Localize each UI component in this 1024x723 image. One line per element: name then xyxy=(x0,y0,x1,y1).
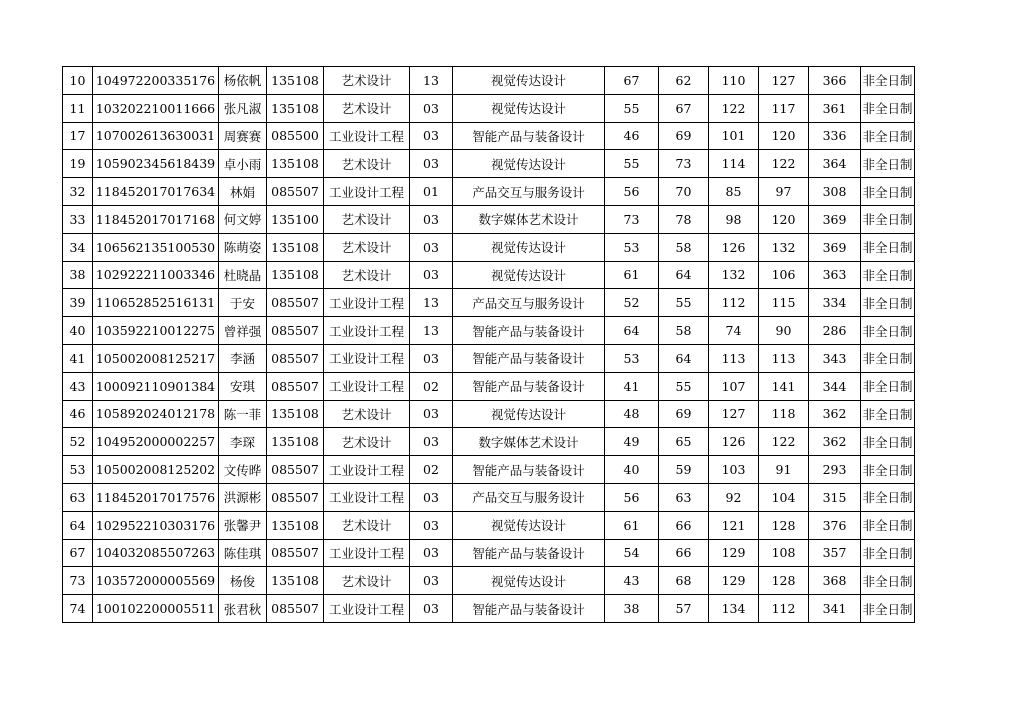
total-score-cell: 343 xyxy=(809,344,861,372)
direction-code-cell: 03 xyxy=(410,94,453,122)
seq-cell: 19 xyxy=(63,150,93,178)
english-score-cell: 57 xyxy=(659,595,709,623)
subject1-score-cell: 132 xyxy=(709,261,759,289)
politics-score-cell: 55 xyxy=(605,94,659,122)
study-mode-cell: 非全日制 xyxy=(861,511,915,539)
table-row xyxy=(63,483,915,511)
seq-cell: 64 xyxy=(63,511,93,539)
subject2-score-cell: 118 xyxy=(759,400,809,428)
name-cell: 杜晓晶 xyxy=(219,261,267,289)
seq-cell: 73 xyxy=(63,567,93,595)
english-score-cell: 55 xyxy=(659,372,709,400)
seq-cell: 10 xyxy=(63,67,93,95)
direction-name-cell: 产品交互与服务设计 xyxy=(453,289,605,317)
seq-cell: 38 xyxy=(63,261,93,289)
table-body xyxy=(63,67,915,623)
major-name-cell: 工业设计工程 xyxy=(324,289,410,317)
table-row xyxy=(63,539,915,567)
major-code-cell: 135108 xyxy=(267,400,324,428)
major-code-cell: 135108 xyxy=(267,261,324,289)
subject1-score-cell: 85 xyxy=(709,178,759,206)
subject2-score-cell: 117 xyxy=(759,94,809,122)
politics-score-cell: 53 xyxy=(605,344,659,372)
exam-id-cell: 103202210011666 xyxy=(93,94,219,122)
major-name-cell: 工业设计工程 xyxy=(324,122,410,150)
direction-code-cell: 03 xyxy=(410,205,453,233)
total-score-cell: 364 xyxy=(809,150,861,178)
english-score-cell: 66 xyxy=(659,511,709,539)
english-score-cell: 66 xyxy=(659,539,709,567)
seq-cell: 39 xyxy=(63,289,93,317)
english-score-cell: 64 xyxy=(659,261,709,289)
major-code-cell: 135108 xyxy=(267,150,324,178)
major-name-cell: 艺术设计 xyxy=(324,233,410,261)
politics-score-cell: 73 xyxy=(605,205,659,233)
table-row xyxy=(63,595,915,623)
subject2-score-cell: 113 xyxy=(759,344,809,372)
name-cell: 何文婷 xyxy=(219,205,267,233)
major-name-cell: 工业设计工程 xyxy=(324,483,410,511)
direction-code-cell: 13 xyxy=(410,289,453,317)
direction-code-cell: 03 xyxy=(410,400,453,428)
seq-cell: 41 xyxy=(63,344,93,372)
study-mode-cell: 非全日制 xyxy=(861,205,915,233)
english-score-cell: 62 xyxy=(659,67,709,95)
direction-name-cell: 产品交互与服务设计 xyxy=(453,178,605,206)
subject1-score-cell: 101 xyxy=(709,122,759,150)
major-code-cell: 085507 xyxy=(267,539,324,567)
seq-cell: 63 xyxy=(63,483,93,511)
study-mode-cell: 非全日制 xyxy=(861,428,915,456)
table-row xyxy=(63,400,915,428)
subject2-score-cell: 112 xyxy=(759,595,809,623)
major-name-cell: 工业设计工程 xyxy=(324,595,410,623)
english-score-cell: 78 xyxy=(659,205,709,233)
direction-code-cell: 03 xyxy=(410,261,453,289)
table-row xyxy=(63,94,915,122)
subject1-score-cell: 129 xyxy=(709,539,759,567)
study-mode-cell: 非全日制 xyxy=(861,400,915,428)
direction-code-cell: 13 xyxy=(410,67,453,95)
total-score-cell: 366 xyxy=(809,67,861,95)
direction-code-cell: 03 xyxy=(410,539,453,567)
direction-name-cell: 智能产品与装备设计 xyxy=(453,317,605,345)
major-code-cell: 085507 xyxy=(267,178,324,206)
politics-score-cell: 53 xyxy=(605,233,659,261)
exam-id-cell: 110652852516131 xyxy=(93,289,219,317)
study-mode-cell: 非全日制 xyxy=(861,344,915,372)
subject1-score-cell: 112 xyxy=(709,289,759,317)
name-cell: 杨俊 xyxy=(219,567,267,595)
total-score-cell: 336 xyxy=(809,122,861,150)
name-cell: 李琛 xyxy=(219,428,267,456)
total-score-cell: 368 xyxy=(809,567,861,595)
study-mode-cell: 非全日制 xyxy=(861,539,915,567)
exam-id-cell: 105902345618439 xyxy=(93,150,219,178)
politics-score-cell: 49 xyxy=(605,428,659,456)
politics-score-cell: 61 xyxy=(605,261,659,289)
total-score-cell: 293 xyxy=(809,456,861,484)
subject1-score-cell: 134 xyxy=(709,595,759,623)
direction-name-cell: 智能产品与装备设计 xyxy=(453,456,605,484)
subject2-score-cell: 128 xyxy=(759,567,809,595)
total-score-cell: 334 xyxy=(809,289,861,317)
subject1-score-cell: 110 xyxy=(709,67,759,95)
total-score-cell: 363 xyxy=(809,261,861,289)
subject2-score-cell: 122 xyxy=(759,428,809,456)
major-code-cell: 135108 xyxy=(267,428,324,456)
politics-score-cell: 43 xyxy=(605,567,659,595)
direction-code-cell: 03 xyxy=(410,595,453,623)
subject1-score-cell: 113 xyxy=(709,344,759,372)
direction-code-cell: 03 xyxy=(410,567,453,595)
table-row xyxy=(63,567,915,595)
major-code-cell: 135108 xyxy=(267,233,324,261)
total-score-cell: 362 xyxy=(809,400,861,428)
direction-name-cell: 视觉传达设计 xyxy=(453,567,605,595)
subject1-score-cell: 129 xyxy=(709,567,759,595)
subject1-score-cell: 122 xyxy=(709,94,759,122)
study-mode-cell: 非全日制 xyxy=(861,289,915,317)
table-row xyxy=(63,150,915,178)
direction-name-cell: 视觉传达设计 xyxy=(453,94,605,122)
total-score-cell: 361 xyxy=(809,94,861,122)
exam-id-cell: 104952000002257 xyxy=(93,428,219,456)
english-score-cell: 55 xyxy=(659,289,709,317)
exam-id-cell: 102952210303176 xyxy=(93,511,219,539)
major-code-cell: 135108 xyxy=(267,67,324,95)
politics-score-cell: 61 xyxy=(605,511,659,539)
subject2-score-cell: 132 xyxy=(759,233,809,261)
major-code-cell: 085507 xyxy=(267,317,324,345)
direction-code-cell: 13 xyxy=(410,317,453,345)
direction-name-cell: 视觉传达设计 xyxy=(453,261,605,289)
english-score-cell: 69 xyxy=(659,400,709,428)
direction-name-cell: 产品交互与服务设计 xyxy=(453,483,605,511)
name-cell: 洪源彬 xyxy=(219,483,267,511)
english-score-cell: 65 xyxy=(659,428,709,456)
major-name-cell: 工业设计工程 xyxy=(324,344,410,372)
study-mode-cell: 非全日制 xyxy=(861,178,915,206)
total-score-cell: 286 xyxy=(809,317,861,345)
english-score-cell: 58 xyxy=(659,317,709,345)
direction-code-cell: 03 xyxy=(410,344,453,372)
name-cell: 周赛赛 xyxy=(219,122,267,150)
politics-score-cell: 55 xyxy=(605,150,659,178)
name-cell: 张君秋 xyxy=(219,595,267,623)
exam-id-cell: 118452017017634 xyxy=(93,178,219,206)
study-mode-cell: 非全日制 xyxy=(861,233,915,261)
exam-id-cell: 100102200005511 xyxy=(93,595,219,623)
name-cell: 卓小雨 xyxy=(219,150,267,178)
exam-id-cell: 103572000005569 xyxy=(93,567,219,595)
total-score-cell: 315 xyxy=(809,483,861,511)
table-row xyxy=(63,67,915,95)
subject1-score-cell: 74 xyxy=(709,317,759,345)
subject1-score-cell: 107 xyxy=(709,372,759,400)
direction-code-cell: 03 xyxy=(410,233,453,261)
seq-cell: 34 xyxy=(63,233,93,261)
subject2-score-cell: 141 xyxy=(759,372,809,400)
major-name-cell: 艺术设计 xyxy=(324,67,410,95)
study-mode-cell: 非全日制 xyxy=(861,595,915,623)
exam-id-cell: 106562135100530 xyxy=(93,233,219,261)
major-name-cell: 艺术设计 xyxy=(324,511,410,539)
politics-score-cell: 56 xyxy=(605,178,659,206)
subject2-score-cell: 108 xyxy=(759,539,809,567)
major-name-cell: 工业设计工程 xyxy=(324,372,410,400)
direction-code-cell: 01 xyxy=(410,178,453,206)
name-cell: 杨依帆 xyxy=(219,67,267,95)
direction-code-cell: 03 xyxy=(410,150,453,178)
subject2-score-cell: 122 xyxy=(759,150,809,178)
direction-name-cell: 智能产品与装备设计 xyxy=(453,122,605,150)
seq-cell: 67 xyxy=(63,539,93,567)
exam-id-cell: 103592210012275 xyxy=(93,317,219,345)
exam-id-cell: 118452017017168 xyxy=(93,205,219,233)
name-cell: 张凡淑 xyxy=(219,94,267,122)
subject2-score-cell: 115 xyxy=(759,289,809,317)
subject2-score-cell: 97 xyxy=(759,178,809,206)
direction-name-cell: 数字媒体艺术设计 xyxy=(453,428,605,456)
subject2-score-cell: 104 xyxy=(759,483,809,511)
major-name-cell: 艺术设计 xyxy=(324,261,410,289)
total-score-cell: 362 xyxy=(809,428,861,456)
direction-name-cell: 数字媒体艺术设计 xyxy=(453,205,605,233)
exam-id-cell: 105002008125202 xyxy=(93,456,219,484)
english-score-cell: 73 xyxy=(659,150,709,178)
politics-score-cell: 46 xyxy=(605,122,659,150)
english-score-cell: 63 xyxy=(659,483,709,511)
total-score-cell: 369 xyxy=(809,205,861,233)
direction-code-cell: 03 xyxy=(410,428,453,456)
exam-id-cell: 104972200335176 xyxy=(93,67,219,95)
seq-cell: 11 xyxy=(63,94,93,122)
exam-id-cell: 104032085507263 xyxy=(93,539,219,567)
major-code-cell: 135108 xyxy=(267,511,324,539)
seq-cell: 53 xyxy=(63,456,93,484)
subject2-score-cell: 120 xyxy=(759,205,809,233)
name-cell: 陈一菲 xyxy=(219,400,267,428)
table-row xyxy=(63,233,915,261)
seq-cell: 52 xyxy=(63,428,93,456)
table-row xyxy=(63,428,915,456)
table-row xyxy=(63,344,915,372)
total-score-cell: 341 xyxy=(809,595,861,623)
name-cell: 于安 xyxy=(219,289,267,317)
direction-name-cell: 视觉传达设计 xyxy=(453,150,605,178)
politics-score-cell: 67 xyxy=(605,67,659,95)
table-row xyxy=(63,456,915,484)
subject2-score-cell: 91 xyxy=(759,456,809,484)
seq-cell: 40 xyxy=(63,317,93,345)
direction-name-cell: 视觉传达设计 xyxy=(453,511,605,539)
subject2-score-cell: 106 xyxy=(759,261,809,289)
name-cell: 陈佳琪 xyxy=(219,539,267,567)
study-mode-cell: 非全日制 xyxy=(861,150,915,178)
name-cell: 文传晔 xyxy=(219,456,267,484)
direction-name-cell: 视觉传达设计 xyxy=(453,67,605,95)
major-code-cell: 085507 xyxy=(267,595,324,623)
major-code-cell: 085507 xyxy=(267,372,324,400)
study-mode-cell: 非全日制 xyxy=(861,372,915,400)
subject2-score-cell: 128 xyxy=(759,511,809,539)
table-row xyxy=(63,289,915,317)
politics-score-cell: 38 xyxy=(605,595,659,623)
name-cell: 曾祥强 xyxy=(219,317,267,345)
exam-id-cell: 100092110901384 xyxy=(93,372,219,400)
table-row xyxy=(63,205,915,233)
major-code-cell: 085507 xyxy=(267,483,324,511)
politics-score-cell: 64 xyxy=(605,317,659,345)
subject1-score-cell: 98 xyxy=(709,205,759,233)
subject1-score-cell: 126 xyxy=(709,428,759,456)
english-score-cell: 58 xyxy=(659,233,709,261)
subject2-score-cell: 127 xyxy=(759,67,809,95)
table-row xyxy=(63,372,915,400)
major-name-cell: 艺术设计 xyxy=(324,94,410,122)
subject1-score-cell: 121 xyxy=(709,511,759,539)
direction-name-cell: 视觉传达设计 xyxy=(453,400,605,428)
english-score-cell: 64 xyxy=(659,344,709,372)
major-name-cell: 艺术设计 xyxy=(324,205,410,233)
subject2-score-cell: 120 xyxy=(759,122,809,150)
table-row xyxy=(63,317,915,345)
study-mode-cell: 非全日制 xyxy=(861,456,915,484)
english-score-cell: 59 xyxy=(659,456,709,484)
admission-table xyxy=(62,66,915,623)
politics-score-cell: 40 xyxy=(605,456,659,484)
major-name-cell: 艺术设计 xyxy=(324,567,410,595)
subject1-score-cell: 126 xyxy=(709,233,759,261)
name-cell: 安琪 xyxy=(219,372,267,400)
exam-id-cell: 102922211003346 xyxy=(93,261,219,289)
total-score-cell: 369 xyxy=(809,233,861,261)
major-name-cell: 艺术设计 xyxy=(324,428,410,456)
english-score-cell: 68 xyxy=(659,567,709,595)
direction-code-cell: 02 xyxy=(410,372,453,400)
major-code-cell: 135108 xyxy=(267,567,324,595)
politics-score-cell: 54 xyxy=(605,539,659,567)
major-code-cell: 135108 xyxy=(267,94,324,122)
major-name-cell: 艺术设计 xyxy=(324,150,410,178)
politics-score-cell: 41 xyxy=(605,372,659,400)
direction-name-cell: 智能产品与装备设计 xyxy=(453,539,605,567)
table-row xyxy=(63,178,915,206)
subject1-score-cell: 103 xyxy=(709,456,759,484)
total-score-cell: 376 xyxy=(809,511,861,539)
direction-code-cell: 03 xyxy=(410,122,453,150)
major-name-cell: 工业设计工程 xyxy=(324,178,410,206)
major-name-cell: 工业设计工程 xyxy=(324,539,410,567)
seq-cell: 32 xyxy=(63,178,93,206)
exam-id-cell: 118452017017576 xyxy=(93,483,219,511)
major-name-cell: 工业设计工程 xyxy=(324,456,410,484)
politics-score-cell: 48 xyxy=(605,400,659,428)
table-row xyxy=(63,122,915,150)
study-mode-cell: 非全日制 xyxy=(861,317,915,345)
seq-cell: 46 xyxy=(63,400,93,428)
major-code-cell: 085500 xyxy=(267,122,324,150)
seq-cell: 33 xyxy=(63,205,93,233)
direction-name-cell: 智能产品与装备设计 xyxy=(453,595,605,623)
direction-code-cell: 03 xyxy=(410,483,453,511)
major-code-cell: 135100 xyxy=(267,205,324,233)
major-name-cell: 工业设计工程 xyxy=(324,317,410,345)
subject1-score-cell: 92 xyxy=(709,483,759,511)
major-name-cell: 艺术设计 xyxy=(324,400,410,428)
seq-cell: 43 xyxy=(63,372,93,400)
total-score-cell: 344 xyxy=(809,372,861,400)
name-cell: 李涵 xyxy=(219,344,267,372)
english-score-cell: 67 xyxy=(659,94,709,122)
seq-cell: 17 xyxy=(63,122,93,150)
name-cell: 林娟 xyxy=(219,178,267,206)
total-score-cell: 357 xyxy=(809,539,861,567)
direction-name-cell: 智能产品与装备设计 xyxy=(453,344,605,372)
direction-code-cell: 03 xyxy=(410,511,453,539)
table-row xyxy=(63,261,915,289)
name-cell: 张馨尹 xyxy=(219,511,267,539)
subject1-score-cell: 114 xyxy=(709,150,759,178)
english-score-cell: 70 xyxy=(659,178,709,206)
english-score-cell: 69 xyxy=(659,122,709,150)
study-mode-cell: 非全日制 xyxy=(861,261,915,289)
study-mode-cell: 非全日制 xyxy=(861,122,915,150)
total-score-cell: 308 xyxy=(809,178,861,206)
study-mode-cell: 非全日制 xyxy=(861,483,915,511)
politics-score-cell: 52 xyxy=(605,289,659,317)
study-mode-cell: 非全日制 xyxy=(861,567,915,595)
direction-name-cell: 智能产品与装备设计 xyxy=(453,372,605,400)
direction-code-cell: 02 xyxy=(410,456,453,484)
major-code-cell: 085507 xyxy=(267,344,324,372)
exam-id-cell: 107002613630031 xyxy=(93,122,219,150)
exam-id-cell: 105892024012178 xyxy=(93,400,219,428)
study-mode-cell: 非全日制 xyxy=(861,94,915,122)
major-code-cell: 085507 xyxy=(267,456,324,484)
exam-id-cell: 105002008125217 xyxy=(93,344,219,372)
subject2-score-cell: 90 xyxy=(759,317,809,345)
subject1-score-cell: 127 xyxy=(709,400,759,428)
name-cell: 陈萌姿 xyxy=(219,233,267,261)
study-mode-cell: 非全日制 xyxy=(861,67,915,95)
major-code-cell: 085507 xyxy=(267,289,324,317)
seq-cell: 74 xyxy=(63,595,93,623)
politics-score-cell: 56 xyxy=(605,483,659,511)
table-row xyxy=(63,511,915,539)
direction-name-cell: 视觉传达设计 xyxy=(453,233,605,261)
